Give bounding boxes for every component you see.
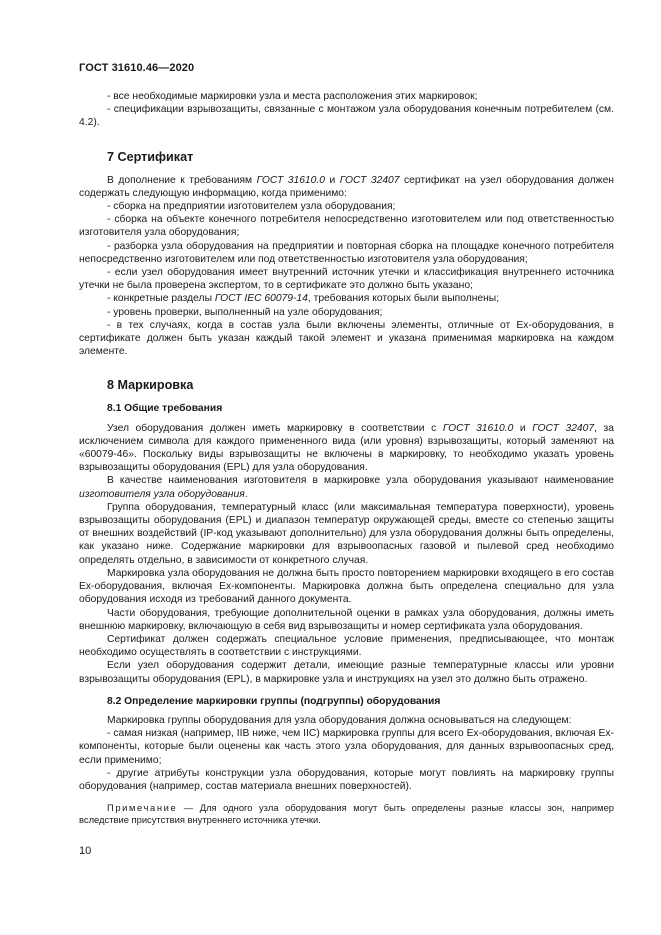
- paragraph: [79, 422, 614, 475]
- standard-reference: ГОСТ 32407: [339, 174, 400, 186]
- text: сертификат на узел оборудования должен содержать следующую информацию, когда применимо:: [79, 174, 614, 199]
- text: .: [244, 488, 248, 500]
- subsection-title-8-2: 8.2 Определение маркировки группы (подгруппы) оборудования: [107, 695, 441, 707]
- list-item: - в тех случаях, когда в состав узла были включены элементы, отличные от Ex-оборудования, в сертификате должен быть указан каждый такой элемент и указана применимая маркировка на каждом элементе.: [79, 319, 614, 358]
- paragraph: [79, 474, 614, 500]
- standard-reference: ГОСТ 32407: [532, 422, 595, 434]
- list-item: - сборка на объекте конечного потребителя непосредственно изготовителем или под ответственностью изготовителя узла оборудования;: [79, 214, 614, 239]
- text: и: [513, 422, 533, 434]
- list-item: - разборка узла оборудования на предприятии и повторная сборка на площадке конечного потребителя непосредственно изготовителем или под ответственностью изготовителя узла оборудования;: [79, 240, 614, 265]
- list-item: - другие атрибуты конструкции узла оборудования, которые могут повлиять на маркировку группы оборудования (например, состав материала внешних поверхностей).: [79, 767, 614, 792]
- list-item: - если узел оборудования имеет внутренний источник утечки и классификация внутреннего источника утечки не была проверена экспертом, то в сертификате это должно быть указано;: [79, 267, 614, 292]
- note: [79, 802, 614, 826]
- note-label: Примечание: [107, 802, 178, 814]
- list-item: - все необходимые маркировки узла и места расположения этих маркировок;: [107, 91, 478, 102]
- standard-reference: ГОСТ 31610.0: [256, 174, 325, 186]
- text: , за исключением символа для каждого примененного вида (или уровня) взрывозащиты, который заменяют на «60079-46». Поскольку виды взрывозащиты не включены в маркировку, то необходимо указать уровень взрывозащиты оборудования (EPL) для узла оборудования.: [79, 422, 615, 474]
- paragraph: Группа оборудования, температурный класс (или максимальная температура поверхности), уровень взрывозащиты оборудования (EPL) и диапазон температур окружающей среды, вместе со степенью защиты от внешних воздействий (IP-код указывают дополнительно) для узла оборудования должны быть определены, как указано ниже. Содержание маркировки для взрывоопасных газовой и пылевой сред необходимо определять отдельно, в зависимости от конкретного случая.: [79, 501, 614, 566]
- list-item: - сборка на предприятии изготовителем узла оборудования;: [107, 201, 396, 213]
- paragraph: Маркировка группы оборудования для узла оборудования должна основываться на следующем:: [107, 714, 572, 726]
- section-title-7: 7 Сертификат: [107, 149, 194, 164]
- text: Узел оборудования должен иметь маркировку в соответствии с: [107, 422, 443, 434]
- paragraph: Сертификат должен содержать специальное условие применения, предписывающее, что монтаж необходимо осуществлять в соответствии с инструкциями.: [79, 633, 614, 659]
- list-item: [79, 292, 614, 305]
- text: В дополнение к требованиям: [107, 174, 257, 186]
- list-item: - спецификации взрывозащиты, связанные с монтажом узла оборудования конечным потребителем (см. 4.2).: [79, 104, 614, 129]
- text: - конкретные разделы: [107, 293, 215, 305]
- page-content: [79, 90, 614, 827]
- paragraph: Если узел оборудования содержит детали, имеющие разные температурные классы или уровни взрывозащиты оборудования (EPL), в маркировке узла и инструкциях на узел это должно быть отражено.: [79, 660, 614, 685]
- list-item: - уровень проверки, выполненный на узле оборудования;: [107, 306, 383, 318]
- page-number: 10: [79, 845, 92, 857]
- standard-reference: ГОСТ 31610.0: [442, 422, 514, 434]
- paragraph: [79, 174, 614, 200]
- subsection-title-8-1: 8.1 Общие требования: [107, 403, 223, 415]
- paragraph: Части оборудования, требующие дополнительной оценки в рамках узла оборудования, должны иметь внешнюю маркировку, включающую в себя вид взрывозащиты и номер сертификата узла оборудования.: [79, 607, 614, 632]
- text: , требования которых были выполнены;: [307, 293, 500, 305]
- paragraph: Маркировка узла оборудования не должна быть просто повторением маркировки входящего в его состав Ex-оборудования, включая Ex-компоненты. Маркировка должна быть определена специально для узла оборудования исходя из требований данного документа.: [79, 567, 614, 606]
- note-text: — Для одного узла оборудования могут быть определены разные классы зон, например вследствие присутствия внутреннего источника утечки.: [79, 802, 614, 826]
- text: В качестве наименования изготовителя в маркировке узла оборудования указывают наименование: [107, 475, 614, 487]
- italic-term: изготовителя узла оборудования: [79, 488, 245, 500]
- section-title-8: 8 Маркировка: [107, 378, 194, 393]
- list-item: - самая низкая (например, IIB ниже, чем IIC) маркировка группы для всего Ex-оборудования, включая Ex-компоненты, которые были оценены как часть этого узла оборудования, для данных взрывоопасных сред, если применимо;: [79, 728, 614, 766]
- standard-reference: ГОСТ IEC 60079-14: [214, 293, 308, 305]
- text: и: [324, 174, 340, 186]
- document-code: ГОСТ 31610.46—2020: [79, 62, 195, 74]
